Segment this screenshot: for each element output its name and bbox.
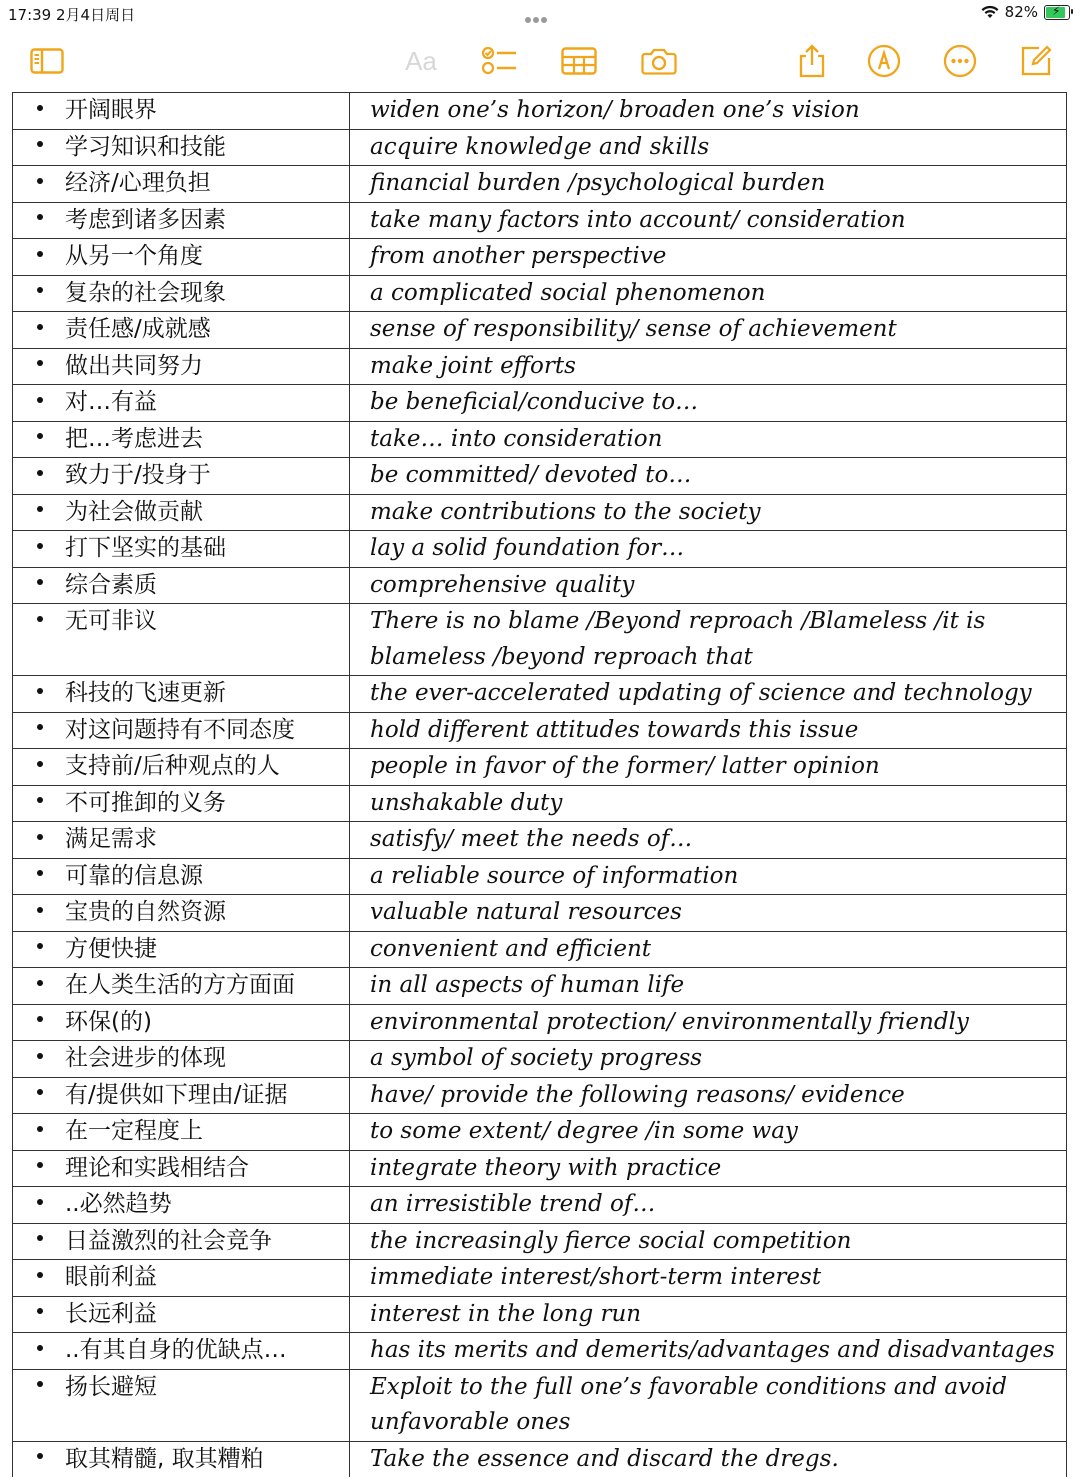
chinese-phrase-cell[interactable] (13, 93, 350, 130)
multitasking-dots[interactable] (524, 8, 548, 27)
english-phrase: acquire knowledge and skills (370, 133, 710, 160)
table-row[interactable] (13, 604, 1067, 676)
chinese-phrase-cell[interactable] (13, 166, 350, 203)
english-phrase: a complicated social phenomenon (370, 279, 766, 306)
table-row[interactable] (13, 822, 1067, 859)
more-icon (943, 44, 977, 78)
markup-button[interactable] (866, 44, 902, 78)
table-row[interactable] (13, 1187, 1067, 1224)
english-phrase: make contributions to the society (370, 498, 761, 525)
bullet-icon (37, 943, 43, 949)
english-phrase: unshakable duty (370, 789, 563, 816)
chinese-phrase-cell[interactable] (13, 202, 350, 239)
english-phrase-cell[interactable] (350, 1296, 1067, 1333)
table-row[interactable] (13, 93, 1067, 130)
chinese-phrase-cell[interactable] (13, 968, 350, 1005)
english-phrase-cell[interactable] (350, 421, 1067, 458)
table-row[interactable] (13, 129, 1067, 166)
table-row[interactable] (13, 1296, 1067, 1333)
battery-icon: ⚡ (1044, 5, 1070, 20)
chinese-phrase-cell[interactable] (13, 1077, 350, 1114)
english-phrase-cell[interactable] (350, 1150, 1067, 1187)
english-phrase: make joint efforts (370, 352, 576, 379)
bullet-icon (37, 797, 43, 803)
table-row[interactable] (13, 1004, 1067, 1041)
table-row[interactable] (13, 895, 1067, 932)
chinese-phrase-cell[interactable] (13, 1260, 350, 1297)
table-row[interactable] (13, 458, 1067, 495)
chinese-phrase: 方便快捷 (65, 935, 157, 962)
bullet-icon (37, 1162, 43, 1168)
english-phrase: There is no blame /Beyond reproach /Blameless /it is blameless /beyond reproach that (370, 608, 986, 670)
table-row[interactable] (13, 239, 1067, 276)
markup-icon (867, 44, 901, 78)
chinese-phrase: 可靠的信息源 (65, 862, 203, 889)
status-right (981, 3, 1070, 21)
table-icon (561, 47, 597, 75)
english-phrase: in all aspects of human life (370, 972, 685, 998)
table-row[interactable] (13, 749, 1067, 786)
bullet-icon (37, 251, 43, 257)
bullet-icon (37, 579, 43, 585)
chinese-phrase: 日益激烈的社会竞争 (65, 1227, 272, 1254)
english-phrase-cell[interactable] (350, 202, 1067, 239)
chinese-phrase: 在人类生活的方方面面 (65, 972, 295, 998)
camera-button[interactable] (640, 44, 678, 78)
english-phrase: the increasingly fierce social competition (370, 1227, 852, 1254)
english-phrase: satisfy/ meet the needs of… (370, 826, 693, 852)
english-phrase-cell[interactable] (350, 1223, 1067, 1260)
chinese-phrase-cell[interactable] (13, 348, 350, 385)
bullet-icon (37, 1235, 43, 1241)
chinese-phrase-cell[interactable] (13, 604, 350, 676)
english-phrase-cell[interactable] (350, 494, 1067, 531)
table-row[interactable] (13, 858, 1067, 895)
share-button[interactable] (796, 44, 828, 78)
chinese-phrase: 有/提供如下理由/证据 (65, 1081, 288, 1108)
more-button[interactable] (942, 44, 978, 78)
english-phrase: to some extent/ degree /in some way (370, 1118, 798, 1144)
table-row[interactable] (13, 676, 1067, 713)
sidebar-toggle-button[interactable] (28, 44, 66, 78)
format-text-icon: Aa (405, 45, 437, 76)
english-phrase: lay a solid foundation for… (370, 535, 685, 561)
table-row[interactable] (13, 968, 1067, 1005)
english-phrase-cell[interactable] (350, 822, 1067, 859)
table-row[interactable] (13, 1441, 1067, 1477)
chinese-phrase: 环保(的) (65, 1008, 152, 1035)
bullet-icon (37, 616, 43, 622)
chinese-phrase: 经济/心理负担 (65, 170, 211, 196)
table-row[interactable] (13, 275, 1067, 312)
bullet-icon (37, 980, 43, 986)
chinese-phrase: 取其精髓, 取其糟粕 (65, 1445, 264, 1472)
english-phrase-cell[interactable] (350, 1187, 1067, 1224)
chinese-phrase: 致力于/投身于 (65, 462, 211, 488)
english-phrase: environmental protection/ environmentally friendly (370, 1008, 969, 1035)
chinese-phrase: 对这问题持有不同态度 (65, 716, 295, 743)
chinese-phrase: 宝贵的自然资源 (65, 899, 226, 925)
chinese-phrase: 科技的飞速更新 (65, 680, 226, 706)
chinese-phrase: ..必然趋势 (65, 1191, 172, 1217)
chinese-phrase: 打下坚实的基础 (65, 535, 226, 561)
english-phrase: the ever-accelerated updating of science and technology (370, 680, 1032, 706)
table-row[interactable] (13, 931, 1067, 968)
english-phrase-cell[interactable] (350, 129, 1067, 166)
chinese-phrase: 眼前利益 (65, 1264, 157, 1290)
bullet-icon (37, 1053, 43, 1059)
english-phrase: an irresistible trend of… (370, 1191, 656, 1217)
chinese-phrase: 支持前/后种观点的人 (65, 753, 280, 779)
english-phrase: valuable natural resources (370, 899, 682, 925)
table-row[interactable] (13, 1369, 1067, 1441)
english-phrase-cell[interactable] (350, 458, 1067, 495)
chinese-phrase-cell[interactable] (13, 494, 350, 531)
battery-percent: 82% (1004, 3, 1038, 21)
bullet-icon (37, 1089, 43, 1095)
table-row[interactable] (13, 1223, 1067, 1260)
bullet-icon (37, 287, 43, 293)
english-phrase-cell[interactable] (350, 93, 1067, 130)
chinese-phrase-cell[interactable] (13, 1296, 350, 1333)
bullet-icon (37, 834, 43, 840)
english-phrase: has its merits and demerits/advantages and disadvantages (370, 1337, 1055, 1363)
english-phrase: Take the essence and discard the dregs. (370, 1445, 839, 1472)
chinese-phrase-cell[interactable] (13, 712, 350, 749)
english-phrase-cell[interactable] (350, 1041, 1067, 1078)
bullet-icon (37, 360, 43, 366)
chinese-phrase: 对…有益 (65, 389, 157, 415)
chinese-phrase-cell[interactable] (13, 785, 350, 822)
bullet-icon (37, 907, 43, 913)
table-row[interactable] (13, 785, 1067, 822)
english-phrase: widen one’s horizon/ broaden one’s vision (370, 97, 860, 123)
chinese-phrase: 学习知识和技能 (65, 133, 226, 160)
english-phrase-cell[interactable] (350, 1441, 1067, 1477)
notes-table[interactable] (12, 92, 1067, 1477)
bullet-icon (37, 470, 43, 476)
notes-toolbar (0, 30, 1080, 92)
table-row[interactable] (13, 1077, 1067, 1114)
chinese-phrase: 开阔眼界 (65, 97, 157, 123)
camera-icon (641, 47, 677, 75)
status-time-date: 17:39 2月4日周日 (8, 6, 136, 24)
chinese-phrase: 考虑到诸多因素 (65, 206, 226, 233)
english-phrase: from another perspective (370, 243, 667, 269)
english-phrase: hold different attitudes towards this issue (370, 716, 859, 743)
chinese-phrase-cell[interactable] (13, 129, 350, 166)
table-row[interactable] (13, 421, 1067, 458)
table-row[interactable] (13, 531, 1067, 568)
english-phrase: sense of responsibility/ sense of achievement (370, 316, 897, 342)
chinese-phrase: 做出共同努力 (65, 352, 203, 379)
chinese-phrase-cell[interactable] (13, 749, 350, 786)
bullet-icon (37, 1381, 43, 1387)
bullet-icon (37, 105, 43, 111)
bullet-icon (37, 1345, 43, 1351)
chinese-phrase-cell[interactable] (13, 1223, 350, 1260)
chinese-phrase-cell[interactable] (13, 676, 350, 713)
chinese-phrase: 综合素质 (65, 571, 157, 598)
english-phrase: convenient and efficient (370, 935, 652, 962)
english-phrase-cell[interactable] (350, 1077, 1067, 1114)
chinese-phrase-cell[interactable] (13, 275, 350, 312)
chinese-phrase-cell[interactable] (13, 1369, 350, 1441)
bullet-icon (37, 1453, 43, 1459)
compose-button[interactable] (1018, 44, 1054, 78)
english-phrase: immediate interest/short-term interest (370, 1264, 822, 1290)
english-phrase-cell[interactable] (350, 531, 1067, 568)
table-row[interactable] (13, 712, 1067, 749)
english-phrase: a symbol of society progress (370, 1045, 703, 1071)
chinese-phrase-cell[interactable] (13, 385, 350, 422)
chinese-phrase-cell[interactable] (13, 1150, 350, 1187)
english-phrase: be beneficial/conducive to… (370, 389, 699, 415)
chinese-phrase-cell[interactable] (13, 1441, 350, 1477)
table-row[interactable] (13, 1114, 1067, 1151)
chinese-phrase: 无可非议 (65, 608, 157, 634)
bullet-icon (37, 724, 43, 730)
checklist-icon (482, 46, 518, 76)
english-phrase: take many factors into account/ consideration (370, 206, 906, 233)
table-row[interactable] (13, 567, 1067, 604)
english-phrase-cell[interactable] (350, 275, 1067, 312)
chinese-phrase-cell[interactable] (13, 531, 350, 568)
english-phrase-cell[interactable] (350, 1369, 1067, 1441)
english-phrase-cell[interactable] (350, 604, 1067, 676)
bullet-icon (37, 324, 43, 330)
share-icon (797, 44, 827, 78)
english-phrase-cell[interactable] (350, 239, 1067, 276)
chinese-phrase: 理论和实践相结合 (65, 1154, 249, 1181)
english-phrase-cell[interactable] (350, 676, 1067, 713)
english-phrase-cell[interactable] (350, 712, 1067, 749)
chinese-phrase-cell[interactable] (13, 421, 350, 458)
chinese-phrase: 责任感/成就感 (65, 316, 211, 342)
chinese-phrase-cell[interactable] (13, 1004, 350, 1041)
chinese-phrase: 社会进步的体现 (65, 1045, 226, 1071)
english-phrase: interest in the long run (370, 1300, 642, 1327)
english-phrase: Exploit to the full one’s favorable conditions and avoid unfavorable ones (370, 1373, 1007, 1435)
table-row[interactable] (13, 1260, 1067, 1297)
status-bar (0, 0, 1080, 28)
bullet-icon (37, 543, 43, 549)
table-row[interactable] (13, 1041, 1067, 1078)
table-button[interactable] (560, 44, 598, 78)
chinese-phrase: 在一定程度上 (65, 1118, 203, 1144)
english-phrase-cell[interactable] (350, 895, 1067, 932)
bullet-icon (37, 214, 43, 220)
table-row[interactable] (13, 385, 1067, 422)
english-phrase: a reliable source of information (370, 862, 739, 889)
chinese-phrase-cell[interactable] (13, 239, 350, 276)
compose-icon (1019, 44, 1053, 78)
chinese-phrase: ..有其自身的优缺点… (65, 1337, 287, 1363)
chinese-phrase-cell[interactable] (13, 458, 350, 495)
chinese-phrase-cell[interactable] (13, 822, 350, 859)
english-phrase-cell[interactable] (350, 968, 1067, 1005)
english-phrase-cell[interactable] (350, 749, 1067, 786)
chinese-phrase-cell[interactable] (13, 312, 350, 349)
english-phrase: be committed/ devoted to… (370, 462, 692, 488)
table-row[interactable] (13, 1150, 1067, 1187)
format-text-button[interactable] (398, 44, 444, 78)
bullet-icon (37, 870, 43, 876)
bullet-icon (37, 141, 43, 147)
table-row[interactable] (13, 494, 1067, 531)
table-row[interactable] (13, 1333, 1067, 1370)
bullet-icon (37, 761, 43, 767)
chinese-phrase-cell[interactable] (13, 895, 350, 932)
bullet-icon (37, 178, 43, 184)
chinese-phrase-cell[interactable] (13, 1187, 350, 1224)
english-phrase-cell[interactable] (350, 348, 1067, 385)
english-phrase-cell[interactable] (350, 931, 1067, 968)
bullet-icon (37, 433, 43, 439)
checklist-button[interactable] (480, 44, 520, 78)
chinese-phrase: 复杂的社会现象 (65, 279, 226, 306)
table-row[interactable] (13, 166, 1067, 203)
chinese-phrase: 满足需求 (65, 826, 157, 852)
english-phrase-cell[interactable] (350, 166, 1067, 203)
bullet-icon (37, 1199, 43, 1205)
english-phrase: integrate theory with practice (370, 1154, 722, 1181)
english-phrase: financial burden /psychological burden (370, 170, 826, 196)
chinese-phrase: 从另一个角度 (65, 243, 203, 269)
english-phrase-cell[interactable] (350, 1114, 1067, 1151)
chinese-phrase-cell[interactable] (13, 567, 350, 604)
chinese-phrase-cell[interactable] (13, 931, 350, 968)
bullet-icon (37, 1016, 43, 1022)
sidebar-icon (30, 48, 64, 74)
bullet-icon (37, 688, 43, 694)
english-phrase-cell[interactable] (350, 1260, 1067, 1297)
english-phrase-cell[interactable] (350, 858, 1067, 895)
chinese-phrase-cell[interactable] (13, 1041, 350, 1078)
chinese-phrase-cell[interactable] (13, 1114, 350, 1151)
chinese-phrase: 扬长避短 (65, 1373, 157, 1400)
wifi-icon (981, 5, 999, 19)
english-phrase-cell[interactable] (350, 1004, 1067, 1041)
english-phrase-cell[interactable] (350, 312, 1067, 349)
english-phrase: have/ provide the following reasons/ evidence (370, 1081, 905, 1108)
chinese-phrase: 把…考虑进去 (65, 425, 203, 452)
bullet-icon (37, 506, 43, 512)
chinese-phrase-cell[interactable] (13, 858, 350, 895)
english-phrase-cell[interactable] (350, 385, 1067, 422)
bullet-icon (37, 397, 43, 403)
chinese-phrase: 为社会做贡献 (65, 498, 203, 525)
english-phrase: comprehensive quality (370, 571, 635, 598)
english-phrase-cell[interactable] (350, 785, 1067, 822)
english-phrase: take… into consideration (370, 425, 663, 452)
chinese-phrase-cell[interactable] (13, 1333, 350, 1370)
english-phrase: people in favor of the former/ latter opinion (370, 753, 880, 779)
chinese-phrase: 长远利益 (65, 1300, 157, 1327)
english-phrase-cell[interactable] (350, 1333, 1067, 1370)
table-row[interactable] (13, 348, 1067, 385)
chinese-phrase: 不可推卸的义务 (65, 789, 226, 816)
table-row[interactable] (13, 312, 1067, 349)
bullet-icon (37, 1126, 43, 1132)
bullet-icon (37, 1308, 43, 1314)
table-row[interactable] (13, 202, 1067, 239)
english-phrase-cell[interactable] (350, 567, 1067, 604)
bullet-icon (37, 1272, 43, 1278)
